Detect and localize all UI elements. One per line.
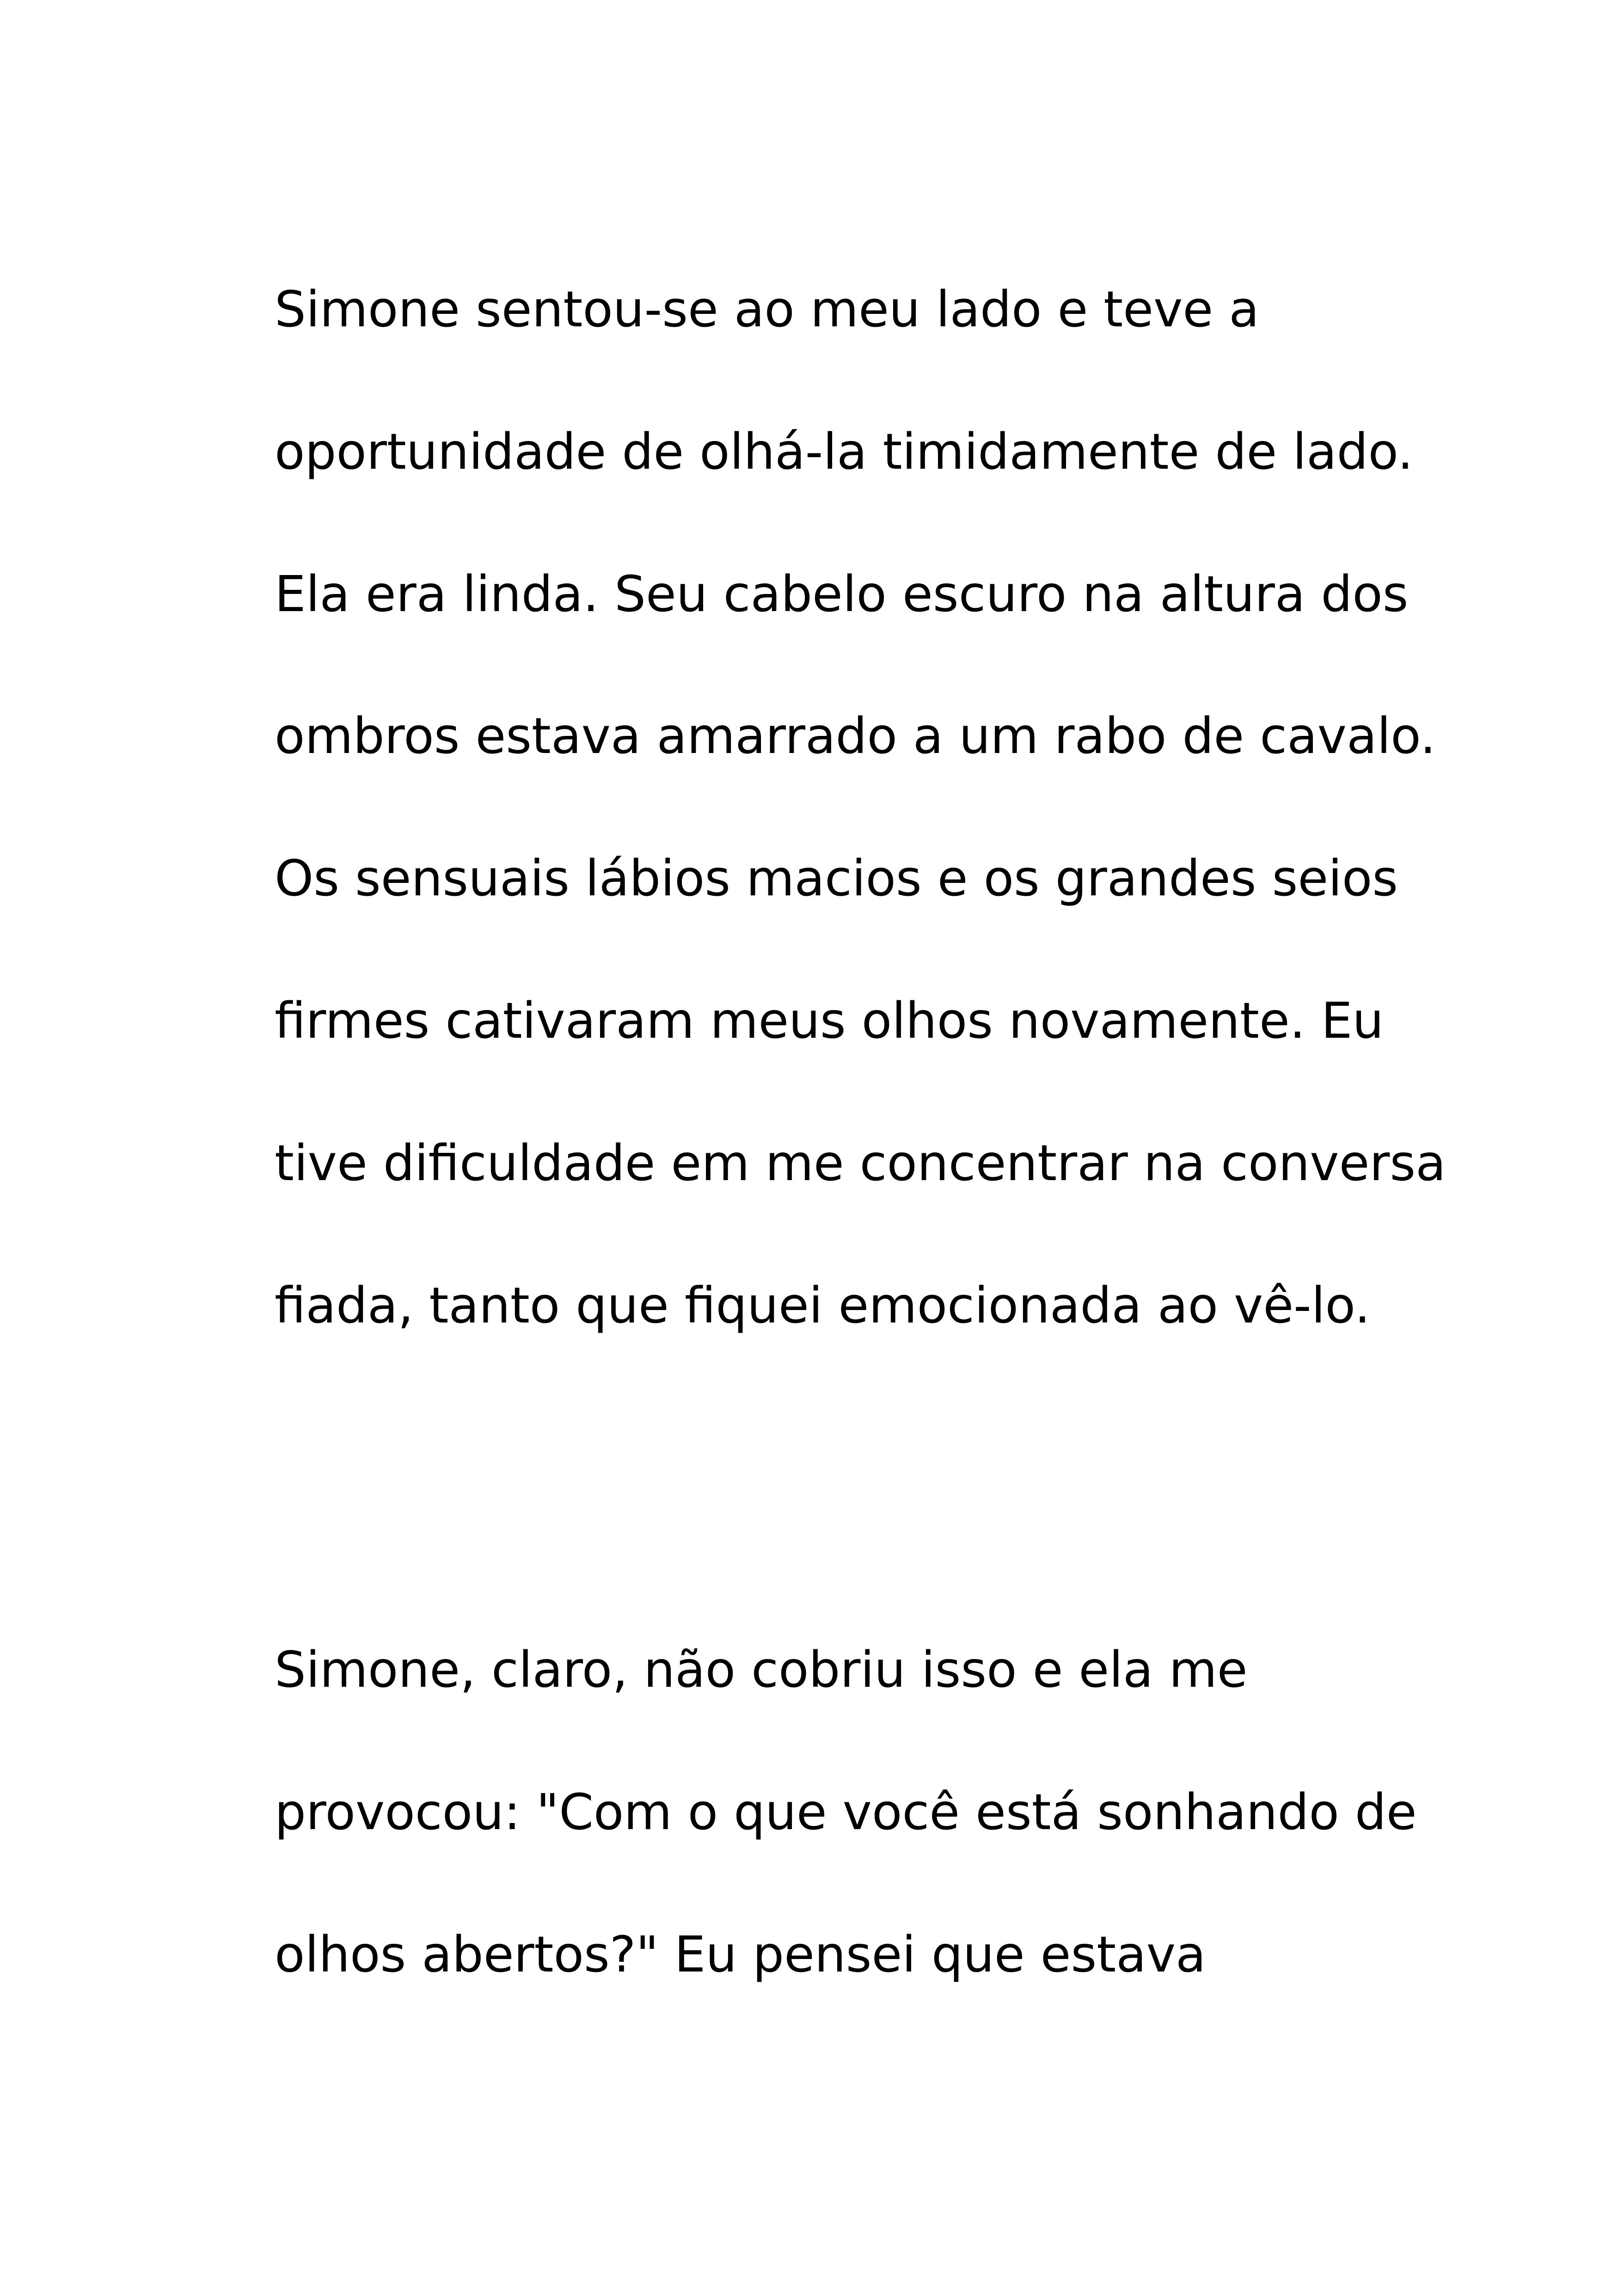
paragraph-2-line-3: olhos abertos?" Eu pensei que estava xyxy=(275,1926,1206,1984)
paragraph-2-line-2: provocou: "Com o que você está sonhando de xyxy=(275,1784,1417,1841)
paragraph-1-line-5: Os sensuais lábios macios e os grandes seios xyxy=(275,850,1398,907)
paragraph-1-line-2: oportunidade de olhá-la timidamente de lado. xyxy=(275,423,1414,481)
paragraph-1-line-4: ombros estava amarrado a um rabo de cavalo. xyxy=(275,708,1436,765)
paragraph-1-line-6: firmes cativaram meus olhos novamente. Eu xyxy=(275,992,1384,1050)
paragraph-1-line-8: fiada, tanto que fiquei emocionada ao vê-lo. xyxy=(275,1277,1371,1335)
paragraph-1-line-1: Simone sentou-se ao meu lado e teve a xyxy=(275,281,1259,338)
paragraph-1-line-7: tive dificuldade em me concentrar na conversa xyxy=(275,1135,1446,1192)
paragraph-1-line-3: Ela era linda. Seu cabelo escuro na altura dos xyxy=(275,566,1409,623)
paragraph-2-line-1: Simone, claro, não cobriu isso e ela me xyxy=(275,1641,1248,1699)
